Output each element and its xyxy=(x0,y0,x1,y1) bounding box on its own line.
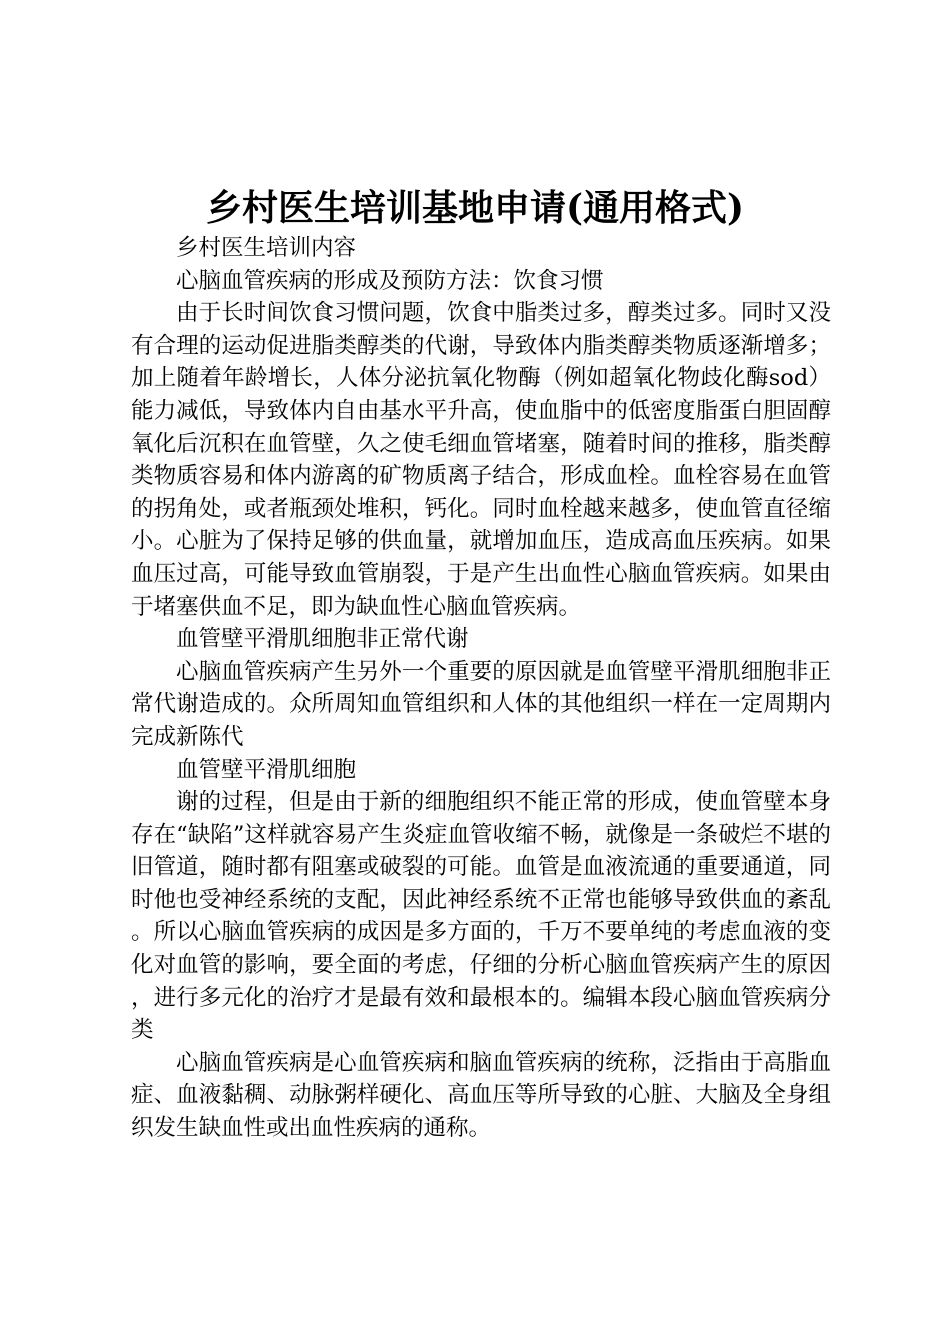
paragraph-disease-definition: 心脑血管疾病是心血管疾病和脑血管疾病的统称，泛指由于高脂血症、血液黏稠、动脉粥样硬化、高血压等所导致的心脏、大脑及全身组织发生缺血性或出血性疾病的通称。 xyxy=(131,1049,831,1142)
paragraph-smooth-muscle-heading: 血管壁平滑肌细胞非正常代谢 xyxy=(176,626,469,653)
paragraph-metabolism-process: 谢的过程，但是由于新的细胞组织不能正常的形成，使血管壁本身存在“缺陷”这样就容易产生炎症血管收缩不畅，就像是一条破烂不堪的旧管道，随时都有阻塞或破裂的可能。血管是血液流通的重要通道，同时他也受神经系统的支配，因此神经系统不正常也能够导致供血的紊乱。所以心脑血管疾病的成因是多方面的，千万不要单纯的考虑血液的变化对血管的影响，要全面的考虑，仔细的分析心脑血管疾病产生的原因，进行多元化的治疗才是最有效和最根本的。编辑本段心脑血管疾病分类 xyxy=(131,789,831,1044)
paragraph-smooth-muscle-cells: 血管壁平滑肌细胞 xyxy=(176,756,357,783)
paragraph-training-content: 乡村医生培训内容 xyxy=(176,235,357,261)
document-body xyxy=(131,232,831,1145)
paragraph-smooth-muscle-metabolism: 心脑血管疾病产生另外一个重要的原因就是血管壁平滑肌细胞非正常代谢造成的。众所周知血管组织和人体的其他组织一样在一定周期内完成新陈代 xyxy=(131,658,831,750)
document-title: 乡村医生培训基地申请(通用格式) xyxy=(205,187,745,229)
paragraph-formation-heading: 心脑血管疾病的形成及预防方法：饮食习惯 xyxy=(176,267,604,294)
paragraph-diet-causes: 由于长时间饮食习惯问题，饮食中脂类过多，醇类过多。同时又没有合理的运动促进脂类醇类的代谢，导致体内脂类醇类物质逐渐增多；加上随着年龄增长，人体分泌抗氧化物酶（例如超氧化物歧化酶sod）能力减低，导致体内自由基水平升高，使血脂中的低密度脂蛋白胆固醇氧化后沉积在血管壁，久之使毛细血管堵塞，随着时间的推移，脂类醇类物质容易和体内游离的矿物质离子结合，形成血栓。血栓容易在血管的拐角处，或者瓶颈处堆积，钙化。同时血栓越来越多，使血管直径缩小。心脏为了保持足够的供血量，就增加血压，造成高血压疾病。如果血压过高，可能导致血管崩裂，于是产生出血性心脑血管疾病。如果由于堵塞供血不足，即为缺血性心脑血管疾病。 xyxy=(131,300,831,620)
